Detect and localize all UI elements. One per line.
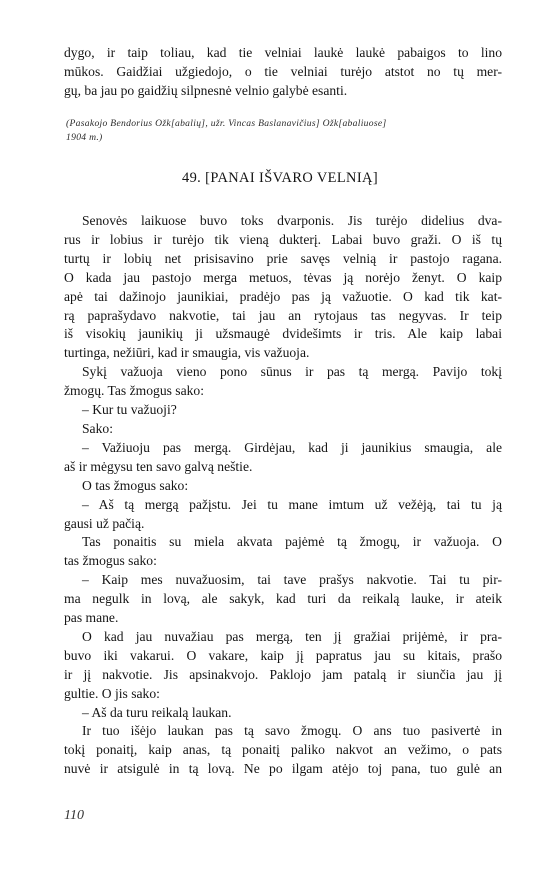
text-line: gų, ba jau po gaidžių silpnesnė velnio galybė esanti. [64,82,348,98]
source-note-line: 1904 m.) [66,132,103,143]
text-line: ma negulk in lovą, ale sakyk, kad turi da reikalą lauke, ir ateik [64,591,502,607]
text-line: dygo, ir taip toliau, kad tie velniai laukė laukė pabaigos to lino [64,45,502,60]
text-line: – Aš tą mergą pažįstu. Jei tu mane imtum už vežėją, tai tu ją [82,496,502,512]
text-line: Sykį važuoja vieno pono sūnus ir pas tą mergą. Pavijo tokį [82,364,502,380]
previous-tale-ending [64,44,502,101]
text-line: – Važiuoju pas mergą. Girdėjau, kad ji jaunikius smaugia, ale [82,439,502,455]
text-line: O kad jau nuvažiau pas mergą, ten jį gražiai prijėmė, ir pra- [82,628,502,644]
page-number: 110 [64,808,84,823]
text-line: gultie. O jis sako: [64,685,160,701]
text-line: apė tai dažinojo jaunikiai, pradėjo pas ją važuotie. O kad tik kat- [64,288,502,304]
text-line: žmogų. Tas žmogus sako: [64,383,205,399]
tale-title: 49. [PANAI IŠVARO VELNIĄ] [181,170,379,186]
text-line: gausi už pačią. [64,515,145,531]
text-line: – Aš da turu reikalą laukan. [82,704,232,720]
text-line: buvo iki vakarui. O vakare, kaip jį papratus jau su kitais, prašo [64,647,502,663]
text-line: turtų ir lobių net prisisavino prie savęs velnią ir pastojo ragana. [64,250,502,266]
text-line: pas mane. [64,610,119,626]
text-line: rus ir lobius ir turėjo tik vieną dukterį. Labai buvo graži. O iš tų [64,231,502,247]
text-line: rą paprašydavo nakvotie, tai jau an rytojaus tas negyvas. Ir teip [64,307,502,323]
text-line: iš visokių jaunikių ji užsmaugė dvidešimts ir tris. Ale kaip labai [64,326,502,342]
text-line: O tas žmogus sako: [82,477,189,493]
text-line: aš ir mėgysu ten savo galvą neštie. [64,458,253,474]
text-line: O kada jau pastojo merga metuos, tėvas ją norėjo ženyt. O kaip [64,269,502,285]
text-line: Sako: [82,420,113,436]
text-line: mūkos. Gaidžiai užgiedojo, o tie velniai turėjo atstot no tų mer- [64,63,502,79]
text-line: Tas ponaitis su miela akvata pajėmė tą žmogų, ir važuoja. O [82,534,502,550]
text-line: tas žmogus sako: [64,553,157,569]
source-note [66,117,506,145]
tale-body [64,212,502,779]
text-line: – Kur tu važuoji? [82,402,177,418]
text-line: tokį ponaitį, kaip anas, tą ponaitį paliko nakvot an vežimo, o pats [64,742,502,758]
text-line: – Kaip mes nuvažuosim, tai tave prašys nakvotie. Tai tu pir- [82,572,502,588]
text-line: turtinga, nežiūri, kad ir smaugia, vis važuoja. [64,345,310,361]
text-line: ir jį nakvotie. Jis apsinakvojo. Paklojo jam patalą ir siunčia jau jį [64,666,502,682]
text-line: Senovės laikuose buvo toks dvarponis. Jis turėjo didelius dva- [82,213,502,228]
text-line: nuvė ir atsigulė in tą lovą. Ne po ilgam atėjo toj pana, tuo gulė an [64,761,502,777]
text-line: Ir tuo išėjo laukan pas tą savo žmogų. O ans tuo pasivertė in [82,723,502,739]
source-note-line: (Pasakojo Bendorius Ožk[abalių], užr. Vincas Baslanavičius] Ožk[abaliuose] [66,118,387,129]
